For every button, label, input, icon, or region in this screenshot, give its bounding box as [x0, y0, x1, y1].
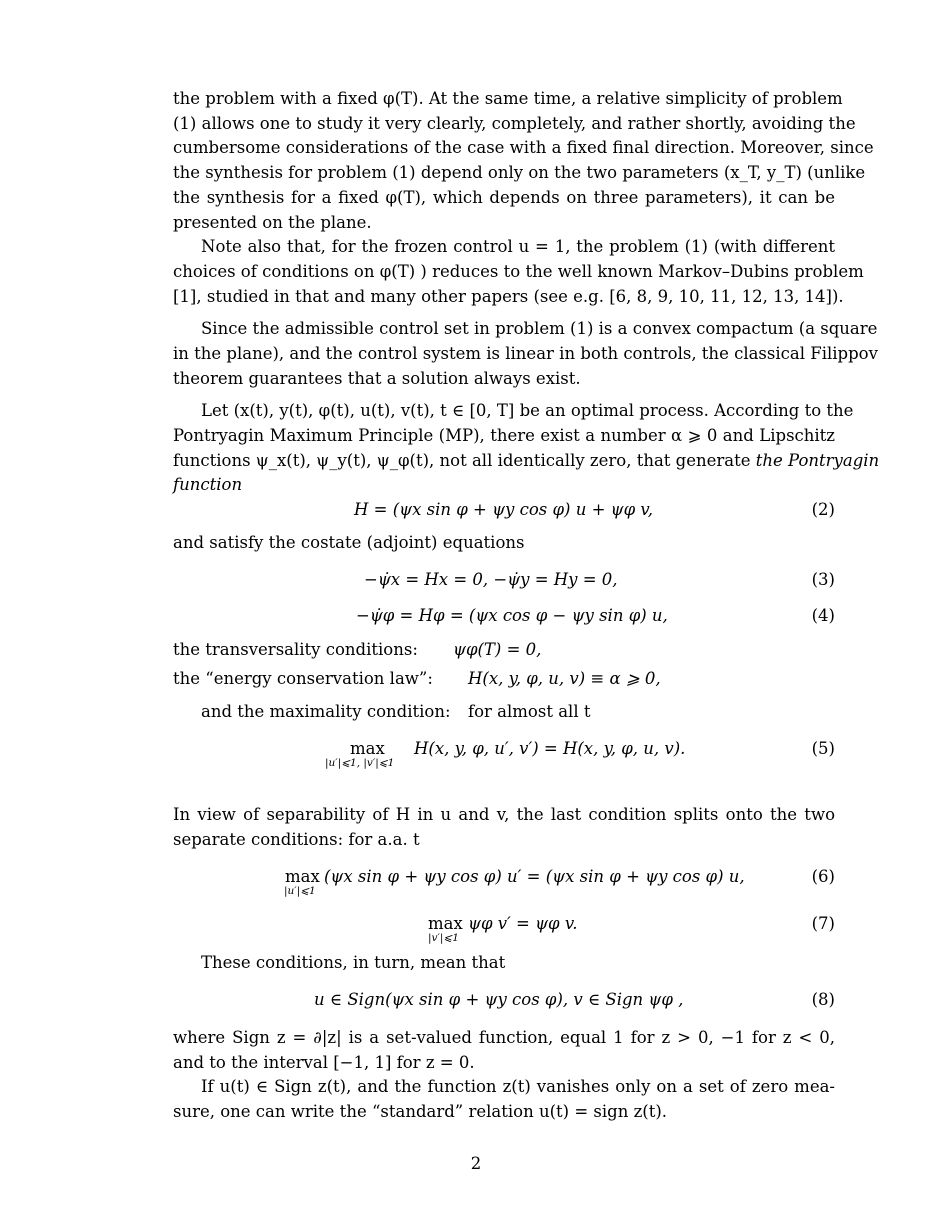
equation-6: (ψx sin φ + ψy cos φ) u′ = (ψx sin φ + ψy cos φ) u, — [324, 867, 745, 886]
costate-intro: and satisfy the costate (adjoint) equations — [173, 533, 525, 552]
equation-8: u ∈ Sign(ψx sin φ + ψy cos φ), v ∈ Sign ψφ , — [314, 990, 684, 1009]
pontryagin-function-term: the Pontryagin — [755, 451, 880, 470]
equation-5-number: (5) — [811, 739, 835, 758]
p1-line4: the synthesis for problem (1) depend only on the two parameters (x_T, y_T) (unlike — [173, 163, 866, 182]
equation-3: −ψ̇x = Hx = 0, −ψ̇y = Hy = 0, — [364, 570, 618, 589]
equation-5: H(x, y, φ, u′, v′) = H(x, y, φ, u, v). — [414, 739, 686, 758]
equation-2: H = (ψx sin φ + ψy cos φ) u + ψφ v, — [354, 500, 654, 519]
p4-line3 — [173, 449, 880, 473]
equation-7-number: (7) — [811, 914, 835, 933]
equation-3-number: (3) — [811, 570, 835, 589]
p1-line3: cumbersome considerations of the case with a fixed final direction. Moreover, since — [173, 138, 874, 157]
equation-2-number: (2) — [811, 500, 835, 519]
equation-8-number: (8) — [811, 990, 835, 1009]
p7-line1: If u(t) ∈ Sign z(t), and the function z(t) vanishes only on a set of zero mea- — [201, 1077, 835, 1096]
p4-line2: Pontryagin Maximum Principle (MP), there exist a number α ⩾ 0 and Lipschitz — [173, 426, 835, 445]
p1-line2: (1) allows one to study it very clearly, completely, and rather shortly, avoiding the — [173, 114, 856, 133]
equation-6-constraint: |u′|⩽1 — [284, 885, 316, 897]
equation-7-max: max — [428, 914, 463, 933]
p5-line2: separate conditions: for a.a. t — [173, 830, 420, 849]
p3-line2: in the plane), and the control system is linear in both controls, the classical Filippov — [173, 344, 878, 363]
p4-line3-text: functions ψ_x(t), ψ_y(t), ψ_φ(t), not all identically zero, that generate — [173, 451, 756, 470]
page-number: 2 — [470, 1154, 482, 1173]
p5-line1: In view of separability of H in u and v, the last condition splits onto the two — [173, 805, 835, 824]
equation-4-number: (4) — [811, 606, 835, 625]
energy-formula: H(x, y, φ, u, v) ≡ α ⩾ 0, — [468, 669, 661, 688]
p2-line3: [1], studied in that and many other papers (see e.g. [6, 8, 9, 10, 11, 12, 13, 14]). — [173, 287, 844, 306]
p7-line2: sure, one can write the “standard” relation u(t) = sign z(t). — [173, 1102, 668, 1121]
conditions-mean: These conditions, in turn, mean that — [201, 953, 506, 972]
p2-line2: choices of conditions on φ(T) ) reduces to the well known Markov–Dubins problem — [173, 262, 864, 281]
p2-line1: Note also that, for the frozen control u = 1, the problem (1) (with different — [201, 237, 835, 256]
p1-line5: the synthesis for a fixed φ(T), which depends on three parameters), it can be — [173, 188, 835, 207]
maximality-tail: for almost all t — [468, 702, 591, 721]
transversality-formula: ψφ(T) = 0, — [453, 640, 542, 659]
equation-6-max: max — [285, 867, 320, 886]
p4-line1: Let (x(t), y(t), φ(t), u(t), v(t), t ∈ [0, T] be an optimal process. According to the — [201, 401, 854, 420]
p4-line4: function — [173, 475, 243, 494]
equation-5-max: max — [350, 739, 385, 758]
p6-line1: where Sign z = ∂|z| is a set-valued function, equal 1 for z > 0, −1 for z < 0, — [173, 1028, 835, 1047]
p3-line1: Since the admissible control set in problem (1) is a convex compactum (a square — [201, 319, 878, 338]
p1-line6: presented on the plane. — [173, 213, 372, 232]
p1-line1: the problem with a fixed φ(T). At the same time, a relative simplicity of problem — [173, 89, 843, 108]
equation-4: −ψ̇φ = Hφ = (ψx cos φ − ψy sin φ) u, — [356, 606, 668, 625]
p3-line3: theorem guarantees that a solution always exist. — [173, 369, 581, 388]
equation-6-number: (6) — [811, 867, 835, 886]
energy-label: the “energy conservation law”: — [173, 669, 433, 688]
maximality-label: and the maximality condition: — [201, 702, 451, 721]
equation-5-constraint: |u′|⩽1, |v′|⩽1 — [325, 757, 395, 769]
p6-line2: and to the interval [−1, 1] for z = 0. — [173, 1053, 475, 1072]
equation-7-constraint: |v′|⩽1 — [428, 932, 459, 944]
equation-7: ψφ v′ = ψφ v. — [468, 914, 578, 933]
transversality-label: the transversality conditions: — [173, 640, 418, 659]
